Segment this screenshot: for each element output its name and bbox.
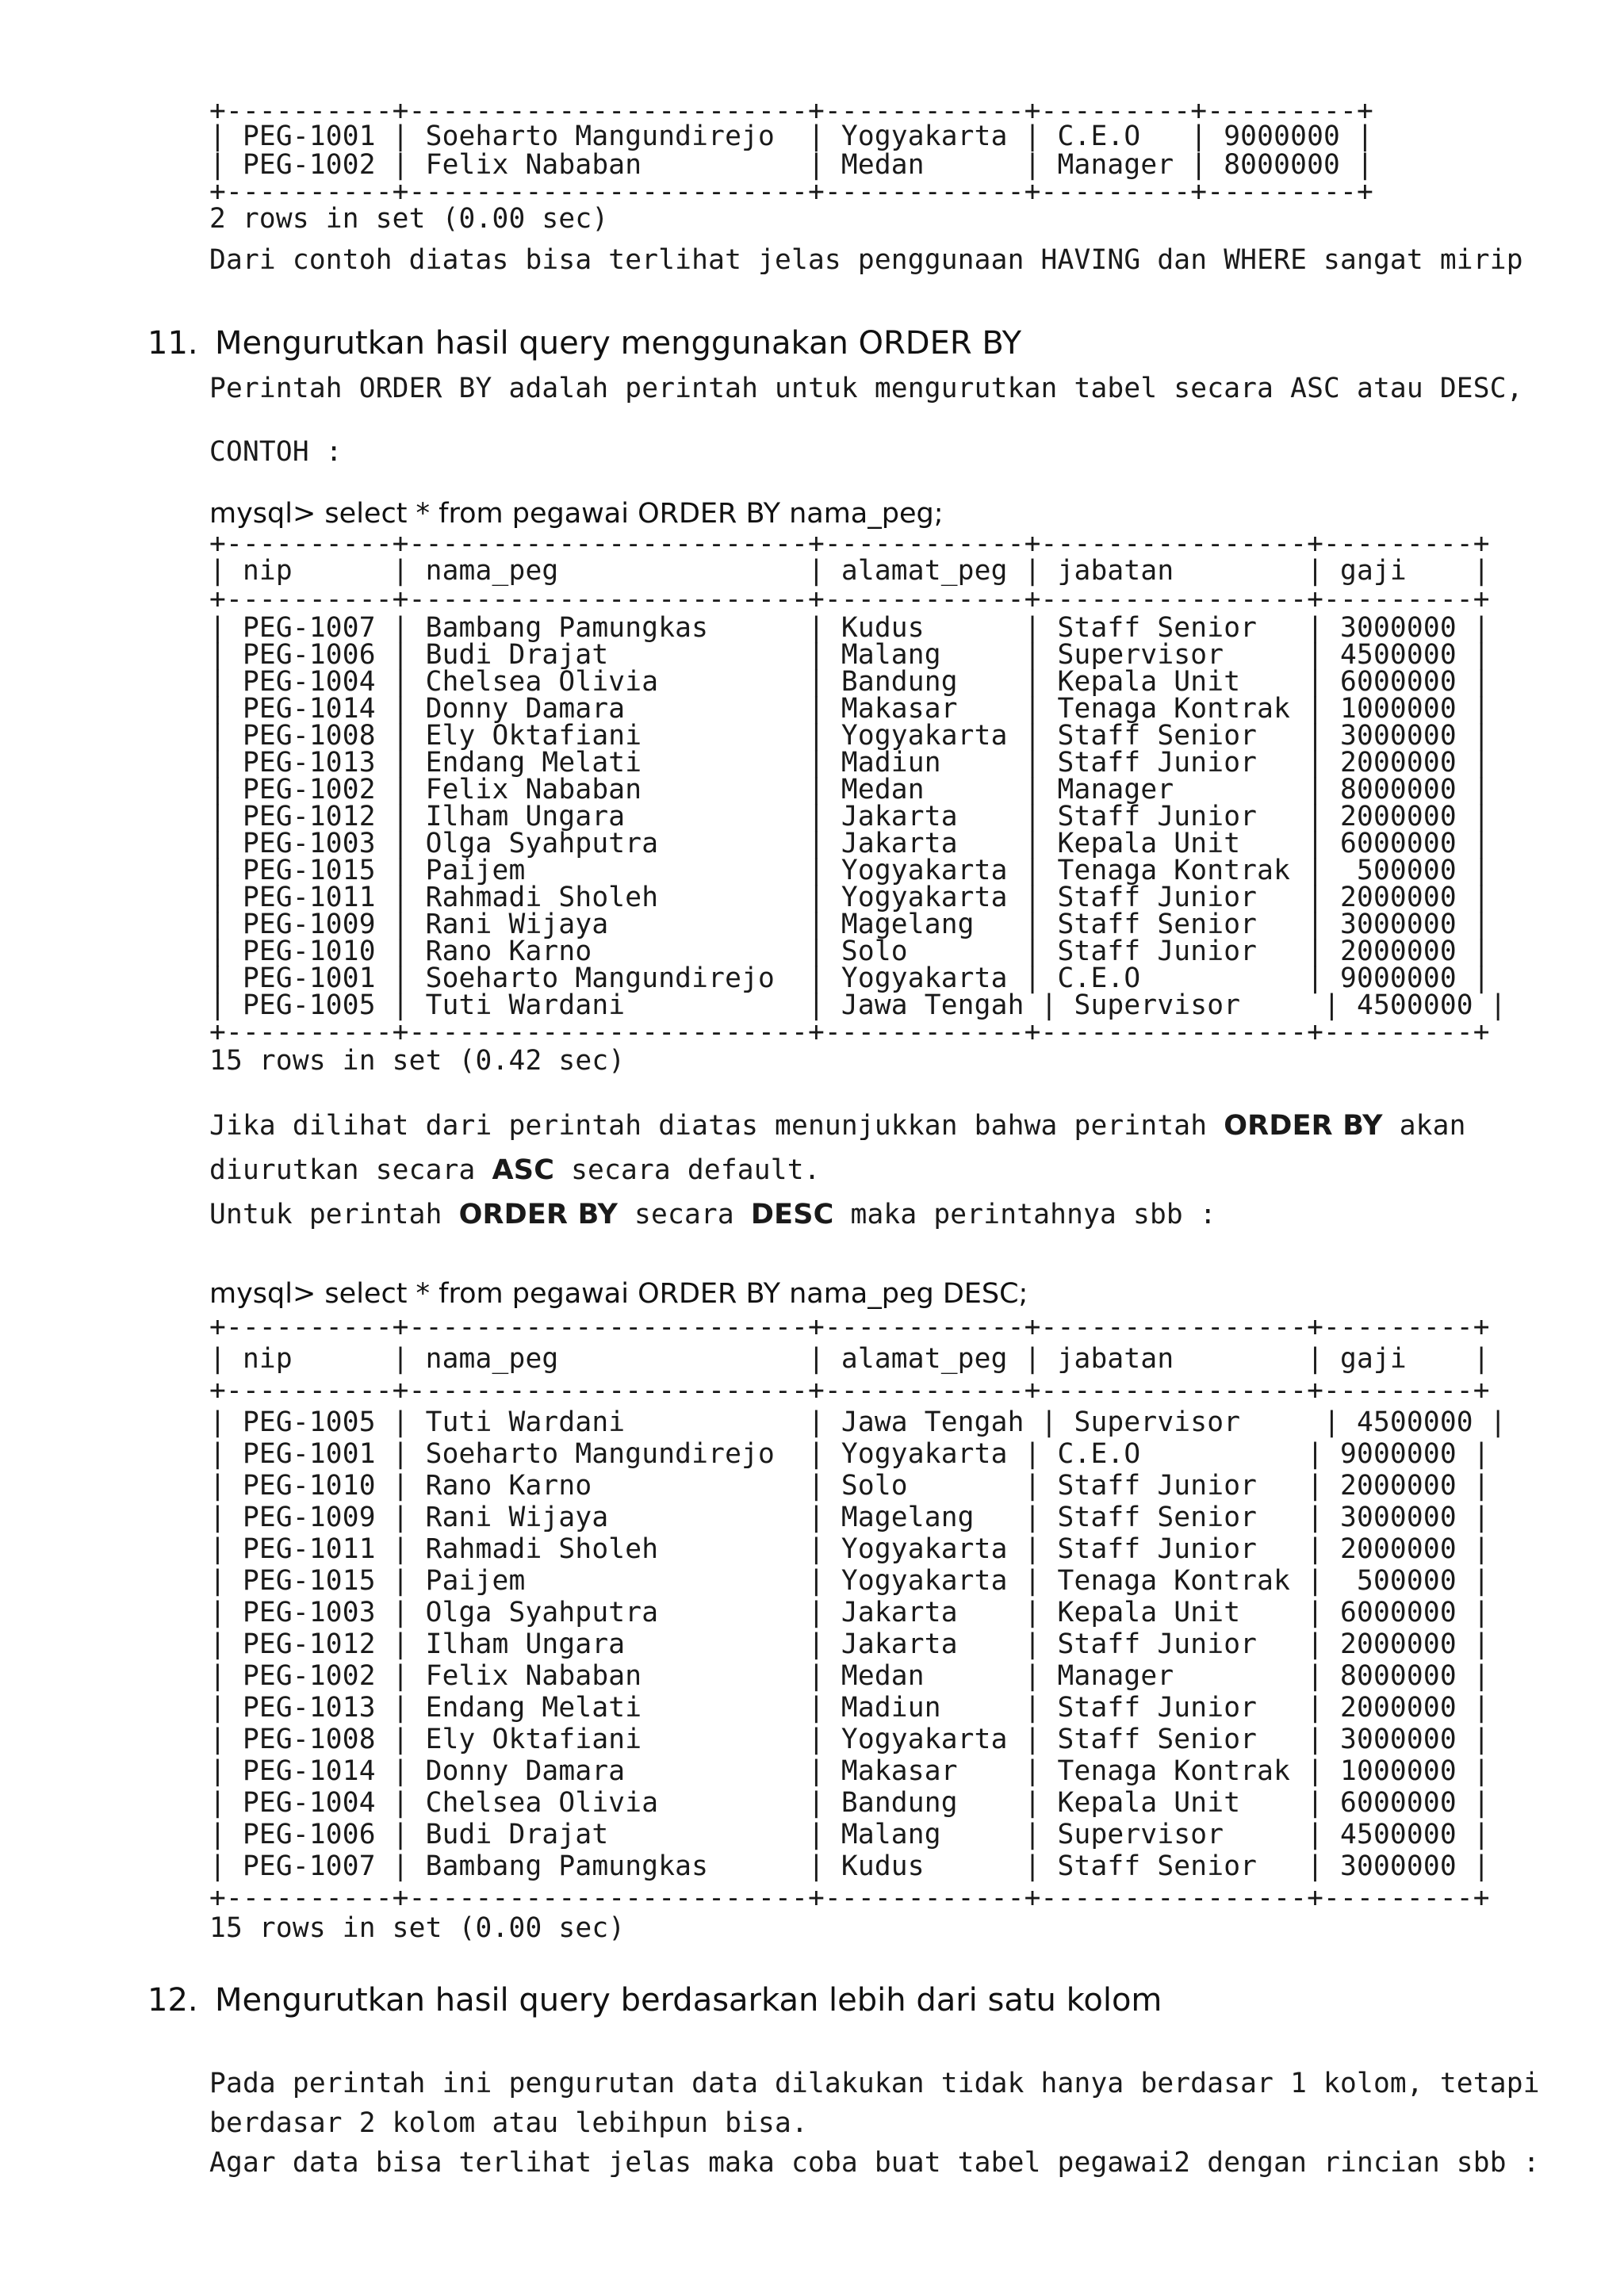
desc-table-row: | PEG-1011 | Rahmadi Sholeh | Yogyakarta | Staff Junior | 2000000 | [209, 1533, 1490, 1565]
desc-table-row: | PEG-1004 | Chelsea Olivia | Bandung | Kepala Unit | 6000000 | [209, 1787, 1490, 1819]
asc-table-row: | PEG-1002 | Felix Nababan | Medan | Manager | 8000000 | [209, 774, 1490, 806]
note-having: Dari contoh diatas bisa terlihat jelas penggunaan HAVING dan WHERE sangat mirip [209, 244, 1523, 276]
asc-table-row: | PEG-1014 | Donny Damara | Makasar | Tenaga Kontrak | 1000000 | [209, 693, 1490, 725]
query-desc: mysql> select * from pegawai ORDER BY nama_peg DESC; [209, 1278, 1028, 1310]
asc-table-header: | nip | nama_peg | alamat_peg | jabatan | gaji | [209, 555, 1490, 587]
keyword-order-by: ORDER BY [458, 1199, 619, 1230]
query-asc: mysql> select * from pegawai ORDER BY nama_peg; [209, 498, 944, 530]
asc-table-row: | PEG-1005 | Tuti Wardani | Jawa Tengah | Supervisor | 4500000 | [209, 989, 1507, 1021]
desc-table-status: 15 rows in set (0.00 sec) [209, 1912, 626, 1944]
asc-table-status: 15 rows in set (0.42 sec) [209, 1045, 626, 1077]
desc-table-row: | PEG-1005 | Tuti Wardani | Jawa Tengah | Supervisor | 4500000 | [209, 1406, 1507, 1438]
asc-table-row: | PEG-1006 | Budi Drajat | Malang | Supervisor | 4500000 | [209, 639, 1490, 671]
section-12-p1: Pada perintah ini pengurutan data dilakukan tidak hanya berdasar 1 kolom, tetapi [209, 2068, 1540, 2099]
section-11-heading [147, 325, 1021, 362]
asc-note-text: diurutkan secara [209, 1154, 492, 1186]
asc-note-line-3 [209, 1199, 1216, 1230]
section-12-p2: berdasar 2 kolom atau lebihpun bisa. [209, 2107, 808, 2139]
section-11-title: Mengurutkan hasil query menggunakan ORDER BY [215, 325, 1022, 362]
section-11-contoh: CONTOH : [209, 436, 343, 468]
asc-note-text: secara default. [554, 1154, 821, 1186]
asc-table-row: | PEG-1008 | Ely Oktafiani | Yogyakarta | Staff Senior | 3000000 | [209, 720, 1490, 752]
asc-table-row: | PEG-1007 | Bambang Pamungkas | Kudus | Staff Senior | 3000000 | [209, 612, 1490, 644]
desc-table-row: | PEG-1008 | Ely Oktafiani | Yogyakarta | Staff Senior | 3000000 | [209, 1724, 1490, 1755]
desc-table-row: | PEG-1006 | Budi Drajat | Malang | Supervisor | 4500000 | [209, 1819, 1490, 1850]
keyword-asc: ASC [492, 1154, 555, 1186]
keyword-desc: DESC [750, 1199, 834, 1230]
top-table-status: 2 rows in set (0.00 sec) [209, 203, 609, 235]
desc-table-row: | PEG-1015 | Paijem | Yogyakarta | Tenaga Kontrak | 500000 | [209, 1565, 1490, 1597]
asc-table-row: | PEG-1011 | Rahmadi Sholeh | Yogyakarta | Staff Junior | 2000000 | [209, 882, 1490, 913]
asc-table-row: | PEG-1004 | Chelsea Olivia | Bandung | Kepala Unit | 6000000 | [209, 666, 1490, 698]
asc-note-text: maka perintahnya sbb : [833, 1199, 1216, 1230]
desc-table-row: | PEG-1009 | Rani Wijaya | Magelang | Staff Senior | 3000000 | [209, 1502, 1490, 1533]
asc-table-row: | PEG-1012 | Ilham Ungara | Jakarta | Staff Junior | 2000000 | [209, 801, 1490, 832]
asc-table-border: +----------+------------------------+------------+----------------+---------+ [209, 1016, 1490, 1048]
top-table-border-top: +----------+------------------------+------------+---------+---------+ [209, 95, 1373, 127]
section-12-p3: Agar data bisa terlihat jelas maka coba buat tabel pegawai2 dengan rincian sbb : [209, 2147, 1540, 2179]
asc-note-line-1 [209, 1110, 1466, 1142]
desc-table-border: +----------+------------------------+------------+----------------+---------+ [209, 1882, 1490, 1914]
desc-table-row: | PEG-1001 | Soeharto Mangundirejo | Yogyakarta | C.E.O | 9000000 | [209, 1438, 1490, 1470]
asc-table-row: | PEG-1003 | Olga Syahputra | Jakarta | Kepala Unit | 6000000 | [209, 828, 1490, 859]
keyword-order-by: ORDER BY [1224, 1110, 1383, 1142]
section-11-number: 11. [147, 325, 198, 362]
asc-table-row: | PEG-1009 | Rani Wijaya | Magelang | Staff Senior | 3000000 | [209, 909, 1490, 940]
asc-table-border: +----------+------------------------+------------+----------------+---------+ [209, 528, 1490, 560]
top-table-row: | PEG-1001 | Soeharto Mangundirejo | Yogyakarta | C.E.O | 9000000 | [209, 121, 1373, 152]
section-12-number: 12. [147, 1982, 198, 2019]
desc-table-row: | PEG-1007 | Bambang Pamungkas | Kudus | Staff Senior | 3000000 | [209, 1850, 1490, 1882]
asc-note-text: akan [1382, 1110, 1466, 1142]
section-12-title: Mengurutkan hasil query berdasarkan lebih dari satu kolom [215, 1982, 1162, 2019]
section-11-desc: Perintah ORDER BY adalah perintah untuk mengurutkan tabel secara ASC atau DESC, [209, 373, 1523, 404]
desc-table-row: | PEG-1002 | Felix Nababan | Medan | Manager | 8000000 | [209, 1660, 1490, 1692]
asc-table-border: +----------+------------------------+------------+----------------+---------+ [209, 584, 1490, 615]
asc-table-row: | PEG-1013 | Endang Melati | Madiun | Staff Junior | 2000000 | [209, 747, 1490, 779]
desc-table-row: | PEG-1003 | Olga Syahputra | Jakarta | Kepala Unit | 6000000 | [209, 1597, 1490, 1628]
section-12-heading [147, 1982, 1162, 2019]
desc-table-row: | PEG-1014 | Donny Damara | Makasar | Tenaga Kontrak | 1000000 | [209, 1755, 1490, 1787]
asc-note-text: secara [618, 1199, 751, 1230]
desc-table-border: +----------+------------------------+------------+----------------+---------+ [209, 1311, 1490, 1343]
asc-note-text: Jika dilihat dari perintah diatas menunjukkan bahwa perintah [209, 1110, 1224, 1142]
desc-table-row: | PEG-1013 | Endang Melati | Madiun | Staff Junior | 2000000 | [209, 1692, 1490, 1724]
top-table-row: | PEG-1002 | Felix Nababan | Medan | Manager | 8000000 | [209, 149, 1373, 181]
asc-table-row: | PEG-1015 | Paijem | Yogyakarta | Tenaga Kontrak | 500000 | [209, 855, 1490, 886]
asc-note-line-2 [209, 1154, 821, 1186]
top-table-border-bottom: +----------+------------------------+------------+---------+---------+ [209, 176, 1373, 208]
desc-table-header: | nip | nama_peg | alamat_peg | jabatan | gaji | [209, 1343, 1490, 1375]
desc-table-row: | PEG-1010 | Rano Karno | Solo | Staff Junior | 2000000 | [209, 1470, 1490, 1502]
asc-table-row: | PEG-1010 | Rano Karno | Solo | Staff Junior | 2000000 | [209, 936, 1490, 967]
asc-note-text: Untuk perintah [209, 1199, 459, 1230]
desc-table-border: +----------+------------------------+------------+----------------+---------+ [209, 1375, 1490, 1406]
asc-table-row: | PEG-1001 | Soeharto Mangundirejo | Yogyakarta | C.E.O | 9000000 | [209, 962, 1490, 994]
desc-table-row: | PEG-1012 | Ilham Ungara | Jakarta | Staff Junior | 2000000 | [209, 1628, 1490, 1660]
